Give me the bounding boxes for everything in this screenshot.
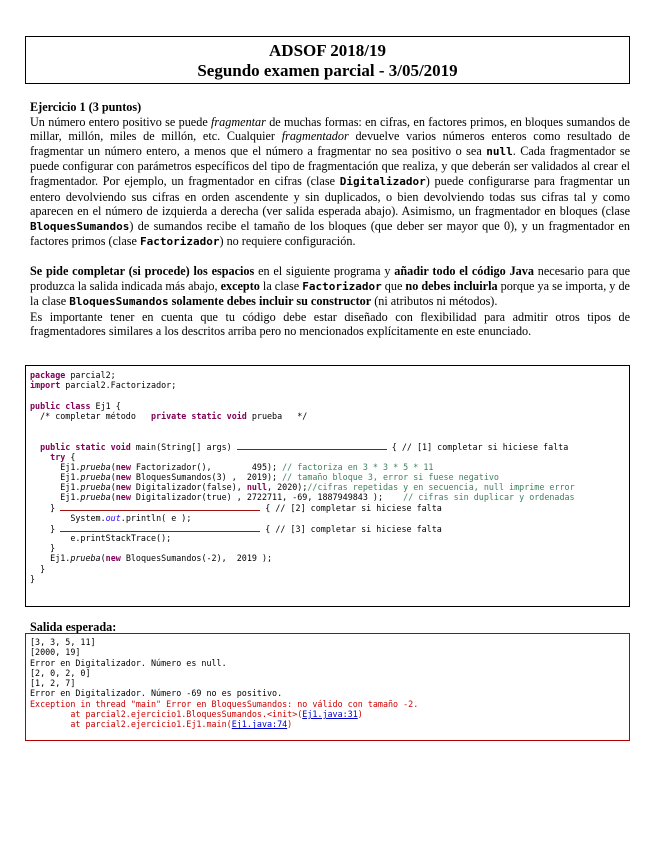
code-line: try { — [50, 451, 76, 462]
exercise-statement — [30, 100, 630, 339]
blank-1 — [237, 441, 387, 450]
code-line: } — [30, 563, 46, 574]
stack-trace-line: at parcial2.ejercicio1.Ej1.main(Ej1.java:74) — [30, 719, 293, 730]
code-line — [30, 431, 629, 441]
code-line: Ej1.prueba(new Digitalizador(true) , 2722711, -69, 1887949843 ); // cifras sin duplicar y ordenadas — [30, 492, 575, 503]
code-line: e.printStackTrace(); — [30, 533, 172, 543]
output-line: Error en Digitalizador. Número -69 no es positivo. — [30, 688, 283, 699]
output-line: Error en Digitalizador. Número es null. — [30, 657, 227, 668]
output-line: [3, 3, 5, 11] — [30, 637, 96, 647]
code-line: System.out.println( e ); — [30, 512, 192, 523]
code-line: } { // [2] completar si hiciese falta — [30, 503, 442, 514]
exercise-paragraph-3: Es importante tener en cuenta que tu código debe estar diseñado con flexibilidad para admitir otros tipos de fragmentadores similares a los descritos arriba pero no mencionados explícitamente en este enunciado. — [30, 309, 630, 339]
code-line: Ej1.prueba(new BloquesSumandos(-2), 2019 ); — [30, 553, 273, 564]
code-line: public class Ej1 { — [30, 400, 121, 411]
stack-trace-line: at parcial2.ejercicio1.BloquesSumandos.<init>(Ej1.java:31) — [30, 709, 363, 720]
output-label: Salida esperada: — [30, 620, 117, 634]
blank-3 — [60, 523, 260, 532]
code-line — [30, 390, 629, 400]
stack-trace-link[interactable]: Ej1.java:31 — [302, 709, 358, 720]
code-line — [30, 421, 629, 431]
code-line: } — [30, 573, 36, 584]
code-line: } { // [3] completar si hiciese falta — [30, 523, 442, 534]
exam-title: ADSOF 2018/19 — [269, 41, 386, 60]
code-line: import parcial2.Factorizador; — [30, 380, 177, 391]
exercise-paragraph-2: Se pide completar (si procede) los espacios en el siguiente programa y añadir todo el código Java necesario para que produzca la salida indicada más abajo, excepto la clase Factorizador que no debes incluirla porque ya se importa, y de la clase BloquesSumandos solamente debes incluir su constructor (ni atributos ni métodos). — [30, 263, 631, 309]
output-line: [2000, 19] — [30, 647, 81, 658]
exception-line: Exception in thread "main" Error en BloquesSumandos: no válido con tamaño -2. — [30, 698, 419, 709]
code-line: Ej1.prueba(new Digitalizador(false), null, 2020);//cifras repetidas y en secuencia, null imprime error — [30, 482, 575, 493]
exam-header — [25, 36, 630, 84]
code-line: /* completar método private static void prueba */ — [30, 410, 308, 421]
code-line: package parcial2; — [30, 370, 116, 380]
code-line: } — [30, 543, 56, 554]
code-line: Ej1.prueba(new BloquesSumandos(3) , 2019); // tamaño bloque 3, error si fuese negativo — [30, 471, 499, 482]
code-listing — [25, 365, 630, 607]
output-line: [2, 0, 2, 0] — [30, 667, 91, 678]
exercise-paragraph-1: Un número entero positivo se puede fragmentar de muchas formas: en cifras, en factores primos, en bloques sumandos de millar, millón, miles de millón, etc. Cualquier fragmentador devuelve varios números enteros como resultado de fragmentar un número entero, a menos que el número a fragmentar no sea positivo o sea null. Cada fragmentador se puede configurar con parámetros específicos del tipo de fragmentación que realiza, y que deberán ser validados al crear el fragmentador. Por ejemplo, un fragmentador en cifras (clase Digitalizador) puede configurarse para fragmentar un entero devolviendo sus cifras en orden ascendente y sin duplicados, o bien devolviendo todas sus cifras tal y como aparecen en el número de izquierda a derecha (ver salida esperada abajo). Asimismo, un fragmentador en bloques (clase BloquesSumandos) de sumandos recibe el tamaño de los bloques (que deber ser mayor que 0), y un fragmentador en factores primos (clase Factorizador) no requiere configuración. — [30, 114, 630, 249]
stack-trace-link[interactable]: Ej1.java:74 — [231, 719, 288, 730]
output-line: [1, 2, 7] — [30, 678, 76, 689]
code-line: public static void main(String[] args) { // [1] completar si hiciese falta — [40, 442, 569, 453]
exam-subtitle: Segundo examen parcial - 3/05/2019 — [197, 61, 458, 80]
code-line: Ej1.prueba(new Factorizador(), 495); // factoriza en 3 * 3 * 5 * 11 — [30, 461, 434, 472]
blank-2 — [60, 502, 260, 511]
exercise-heading: Ejercicio 1 (3 puntos) — [30, 100, 142, 114]
expected-output — [25, 633, 630, 741]
